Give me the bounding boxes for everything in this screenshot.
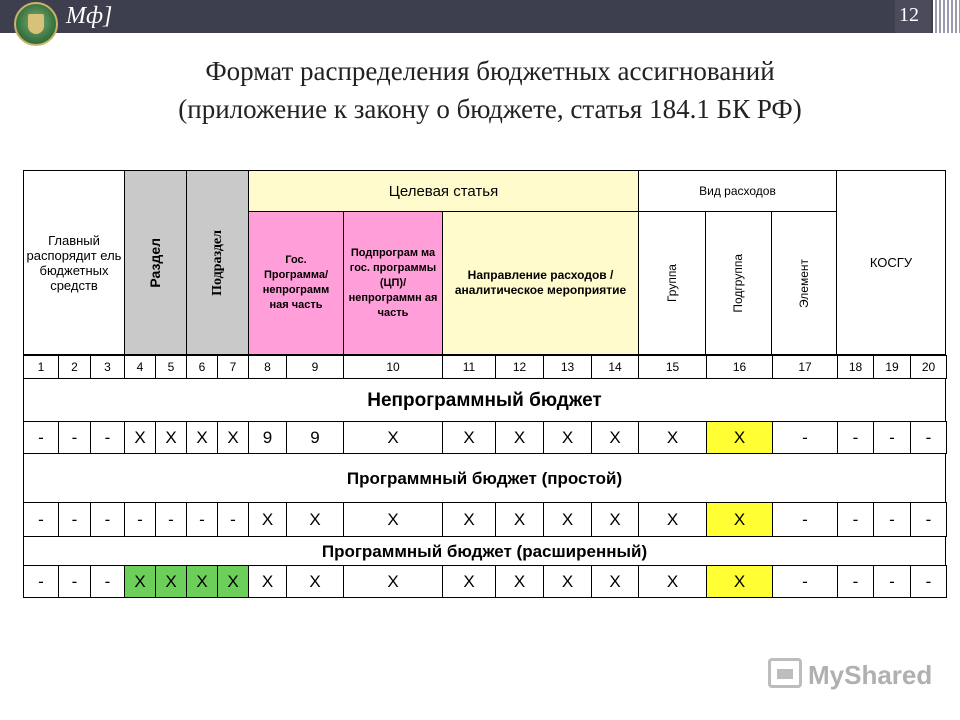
column-number-cell: 14 xyxy=(591,355,639,379)
nonprogram-row-cell: X xyxy=(343,421,443,454)
section-program-extended: Программный бюджет (расширенный) xyxy=(23,536,946,566)
column-number-cell: 13 xyxy=(543,355,592,379)
header-group-label: Группа xyxy=(664,263,679,303)
program-simple-row-cell: X xyxy=(543,502,592,537)
program-extended-row-cell: X xyxy=(343,565,443,598)
program-simple-row-cell: X xyxy=(248,502,287,537)
program-extended-row-cell: X xyxy=(543,565,592,598)
program-extended-row-cell: X xyxy=(495,565,544,598)
watermark-text: MyShared xyxy=(808,660,933,690)
header-podrazdel-label: Подраздел xyxy=(210,229,225,296)
myshared-logo-icon xyxy=(768,658,802,688)
nonprogram-row-cell: X xyxy=(543,421,592,454)
brand-label: Мф] xyxy=(66,3,113,29)
program-simple-row-cell: X xyxy=(343,502,443,537)
nonprogram-row-cell: X xyxy=(495,421,544,454)
column-number-cell: 5 xyxy=(155,355,187,379)
program-extended-row-cell: X xyxy=(186,565,218,598)
program-extended-row-cell: - xyxy=(910,565,947,598)
nonprogram-row-cell: - xyxy=(873,421,911,454)
program-simple-row-cell: - xyxy=(90,502,125,537)
header-subprogram: Подпрограм ма гос. программы (ЦП)/ непрограммн ая часть xyxy=(343,211,443,355)
program-extended-row-cell: X xyxy=(124,565,156,598)
column-number-cell: 6 xyxy=(186,355,218,379)
nonprogram-row-cell: - xyxy=(910,421,947,454)
column-number-cell: 19 xyxy=(873,355,911,379)
header-kosgu: КОСГУ xyxy=(836,170,946,355)
program-simple-row-cell: X xyxy=(706,502,773,537)
program-extended-row-cell: X xyxy=(286,565,344,598)
program-simple-row-cell: X xyxy=(638,502,707,537)
nonprogram-row-cell: X xyxy=(124,421,156,454)
header-main-manager: Главный распорядит ель бюджетных средств xyxy=(23,170,125,355)
program-extended-row-cell: X xyxy=(442,565,496,598)
column-number-cell: 2 xyxy=(58,355,91,379)
section-program-simple: Программный бюджет (простой) xyxy=(23,453,946,503)
program-extended-row-cell: - xyxy=(58,565,91,598)
column-number-cell: 16 xyxy=(706,355,773,379)
nonprogram-row-cell: X xyxy=(217,421,249,454)
program-extended-row-cell: X xyxy=(248,565,287,598)
logo-emblem-icon xyxy=(14,2,58,46)
program-simple-row-cell: - xyxy=(910,502,947,537)
column-number-cell: 12 xyxy=(495,355,544,379)
program-simple-row-cell: X xyxy=(442,502,496,537)
header-group xyxy=(638,211,706,355)
column-number-cell: 1 xyxy=(23,355,59,379)
decorative-stripes xyxy=(933,0,960,33)
header-razdel-label: Раздел xyxy=(147,237,163,288)
program-simple-row-cell: X xyxy=(286,502,344,537)
header-podrazdel xyxy=(186,170,249,355)
column-number-cell: 15 xyxy=(638,355,707,379)
program-extended-row-cell: X xyxy=(591,565,639,598)
column-number-cell: 10 xyxy=(343,355,443,379)
program-simple-row-cell: - xyxy=(186,502,218,537)
program-simple-row-cell: - xyxy=(772,502,838,537)
header-target-article: Целевая статья xyxy=(248,170,639,212)
column-number-cell: 17 xyxy=(772,355,838,379)
column-number-cell: 3 xyxy=(90,355,125,379)
header-expense-type: Вид расходов xyxy=(638,170,837,212)
nonprogram-row-cell: - xyxy=(90,421,125,454)
nonprogram-row-cell: - xyxy=(837,421,874,454)
program-simple-row-cell: X xyxy=(495,502,544,537)
program-extended-row-cell: X xyxy=(706,565,773,598)
nonprogram-row-cell: X xyxy=(186,421,218,454)
program-simple-row-cell: - xyxy=(155,502,187,537)
program-extended-row-cell: - xyxy=(90,565,125,598)
nonprogram-row-cell: 9 xyxy=(248,421,287,454)
header-direction: Направление расходов / аналитическое мероприятие xyxy=(442,211,639,355)
program-extended-row-cell: X xyxy=(155,565,187,598)
header-element-label: Элемент xyxy=(796,258,811,308)
nonprogram-row-cell: - xyxy=(23,421,59,454)
nonprogram-row-cell: X xyxy=(155,421,187,454)
title-line-1: Формат распределения бюджетных ассигнований xyxy=(205,56,775,86)
section-nonprogram: Непрограммный бюджет xyxy=(23,378,946,422)
header-subgroup xyxy=(705,211,772,355)
program-simple-row-cell: - xyxy=(58,502,91,537)
nonprogram-row-cell: - xyxy=(772,421,838,454)
program-simple-row-cell: - xyxy=(873,502,911,537)
top-bar xyxy=(0,0,960,33)
program-extended-row-cell: - xyxy=(873,565,911,598)
header-razdel xyxy=(124,170,187,355)
program-extended-row-cell: - xyxy=(772,565,838,598)
nonprogram-row-cell: X xyxy=(638,421,707,454)
program-extended-row-cell: - xyxy=(23,565,59,598)
column-number-cell: 18 xyxy=(837,355,874,379)
header-subgroup-label: Подгруппа xyxy=(731,253,745,313)
column-number-cell: 20 xyxy=(910,355,947,379)
nonprogram-row-cell: - xyxy=(58,421,91,454)
column-number-cell: 8 xyxy=(248,355,287,379)
header-gos-program: Гос. Программа/ непрограмм ная часть xyxy=(248,211,344,355)
watermark xyxy=(766,656,936,696)
nonprogram-row-cell: X xyxy=(591,421,639,454)
column-number-cell: 9 xyxy=(286,355,344,379)
header-element xyxy=(771,211,837,355)
program-simple-row-cell: X xyxy=(591,502,639,537)
program-simple-row-cell: - xyxy=(23,502,59,537)
page-number: 12 xyxy=(899,4,919,26)
title-line-2: (приложение к закону о бюджете, статья 184.1 БК РФ) xyxy=(178,94,802,124)
nonprogram-row-cell: X xyxy=(442,421,496,454)
program-extended-row-cell: X xyxy=(217,565,249,598)
program-simple-row-cell: - xyxy=(124,502,156,537)
column-number-cell: 4 xyxy=(124,355,156,379)
program-extended-row-cell: - xyxy=(837,565,874,598)
program-simple-row-cell: - xyxy=(837,502,874,537)
nonprogram-row-cell: X xyxy=(706,421,773,454)
program-simple-row-cell: - xyxy=(217,502,249,537)
nonprogram-row-cell: 9 xyxy=(286,421,344,454)
slide-title xyxy=(0,52,960,128)
column-number-cell: 11 xyxy=(442,355,496,379)
column-number-cell: 7 xyxy=(217,355,249,379)
program-extended-row-cell: X xyxy=(638,565,707,598)
